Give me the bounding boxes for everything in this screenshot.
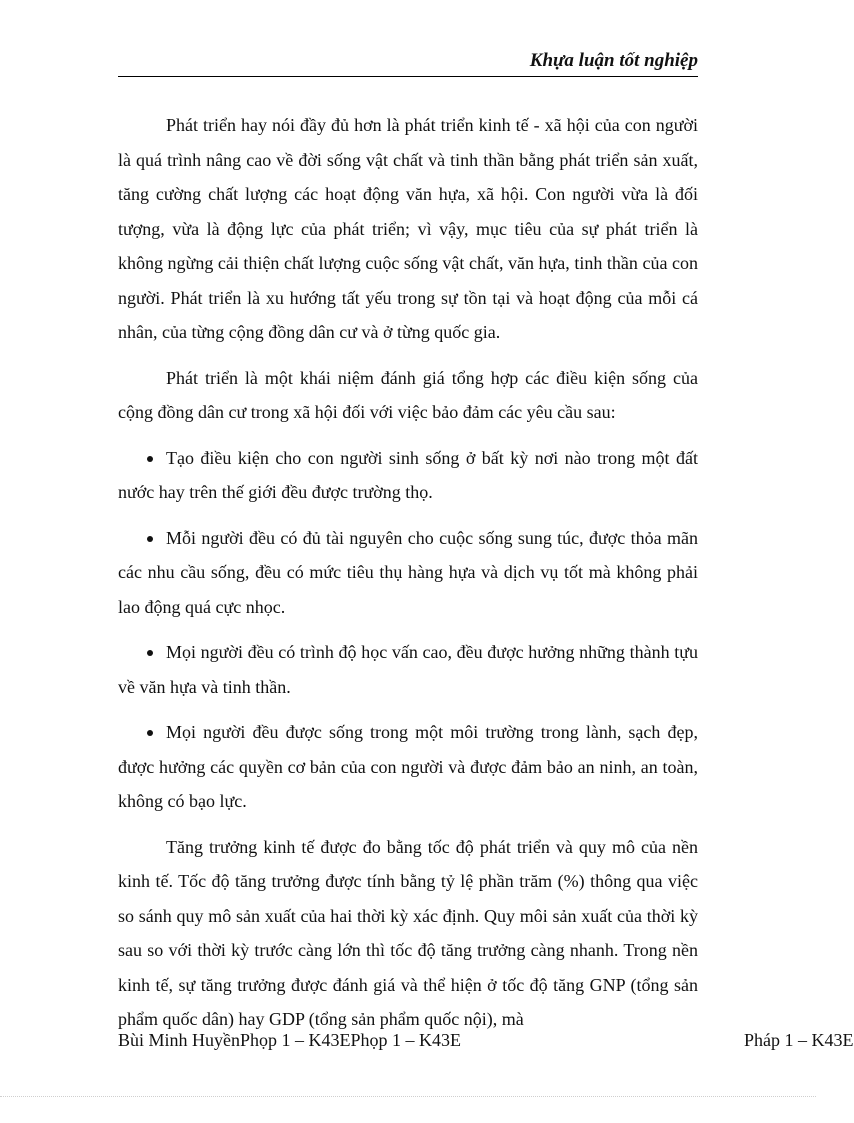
bullet-text: Mọi người đều có trình độ học vấn cao, đều được hưởng những thành tựu về văn hựa và tinh thần.	[118, 642, 698, 697]
footer-page-label: Pháp 1 – K43E	[744, 1030, 854, 1050]
bullet-item	[118, 521, 698, 625]
bullet-dot-icon	[147, 536, 153, 542]
bullet-dot-icon	[147, 650, 153, 656]
bullet-text: Mọi người đều được sống trong một môi trường trong lành, sạch đẹp, được hưởng các quyền cơ bản của con người và được đảm bảo an ninh, an toàn, không có bạo lực.	[118, 722, 698, 811]
document-header-title: Khựa luận tốt nghiệp	[529, 50, 698, 71]
page-bottom-border	[0, 1096, 816, 1097]
paragraph-development-concept: Phát triển là một khái niệm đánh giá tổng hợp các điều kiện sống của cộng đồng dân cư trong xã hội đối với việc bảo đảm các yêu cầu sau:	[118, 367, 698, 422]
bullet-text: Tạo điều kiện cho con người sinh sống ở bất kỳ nơi nào trong một đất nước hay trên thế giới đều được trường thọ.	[118, 447, 698, 502]
bullet-text: Mỗi người đều có đủ tài nguyên cho cuộc sống sung túc, được thỏa mãn các nhu cầu sống, đều có mức tiêu thụ hàng hựa và dịch vụ tốt mà không phải lao động quá cực nhọc.	[118, 527, 698, 617]
bullet-item	[118, 715, 698, 819]
paragraph-economic-growth: Tăng trưởng kinh tế được đo bằng tốc độ phát triển và quy mô của nền kinh tế. Tốc độ tăng trưởng được tính bằng tỷ lệ phần trăm (%) thông qua việc so sánh quy mô sản xuất của hai thời kỳ xác định. Quy môi sản xuất của thời kỳ sau so với thời kỳ trước càng lớn thì tốc độ tăng trưởng càng nhanh. Trong nền kinh tế, sự tăng trưởng được đánh giá và thể hiện ở tốc độ tăng GNP (tổng sản phẩm quốc dân) hay GDP (tổng sản phẩm quốc nội), mà	[118, 836, 698, 1029]
bullet-dot-icon	[147, 730, 153, 736]
footer-author: Bùi Minh HuyềnPhọp 1 – K43EPhọp 1 – K43E	[118, 1030, 462, 1050]
document-body	[118, 108, 698, 1048]
paragraph-development-definition: Phát triển hay nói đầy đủ hơn là phát triển kinh tế - xã hội của con người là quá trình nâng cao về đời sống vật chất và tinh thần bằng phát triển sản xuất, tăng cường chất lượng các hoạt động văn hựa, xã hội. Con người vừa là đối tượng, vừa là động lực của phát triển; vì vậy, mục tiêu của sự phát triển là không ngừng cải thiện chất lượng cuộc sống vật chất, văn hựa, tinh thần của con người. Phát triển là xu hướng tất yếu trong sự tồn tại và hoạt động của mỗi cá nhân, của từng cộng đồng dân cư và ở từng quốc gia.	[118, 115, 698, 342]
bullet-dot-icon	[147, 456, 153, 462]
bullet-item	[118, 441, 698, 510]
header-divider	[118, 76, 698, 77]
bullet-item	[118, 635, 698, 704]
